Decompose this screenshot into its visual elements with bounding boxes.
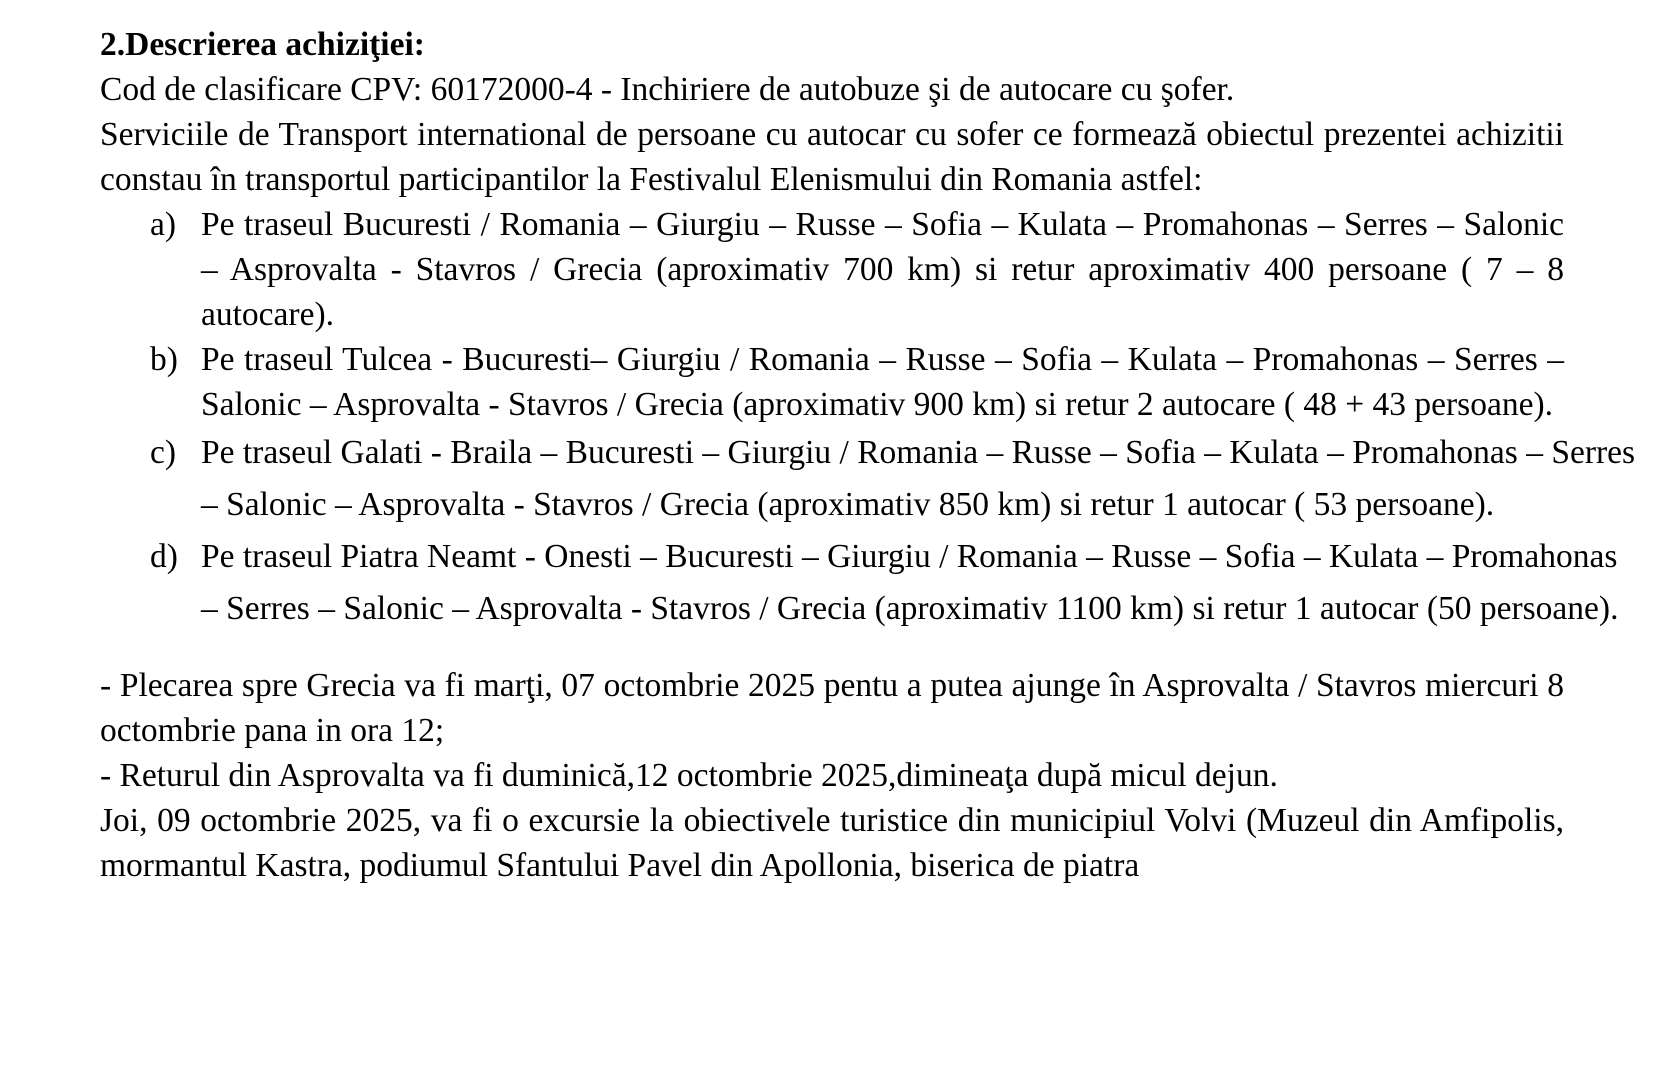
list-item bbox=[100, 337, 1564, 427]
departure-paragraph: - Plecarea spre Grecia va fi marţi, 07 octombrie 2025 pentu a putea ajunge în Asprovalta / Stavros miercuri 8 octombrie pana in ora 12; bbox=[100, 667, 1564, 749]
paragraph-spacer bbox=[100, 635, 1564, 663]
route-text: Pe traseul Galati - Braila – Bucuresti – Giurgiu / Romania – Russe – Sofia – Kulata – Promahonas – Serres – Salonic – Asprovalta - Stavros / Grecia (aproximativ 850 km) si retur 1 autocar ( 53 persoane). bbox=[201, 434, 1636, 523]
return-paragraph: - Returul din Asprovalta va fi duminică,12 octombrie 2025,dimineaţa după micul dejun. bbox=[100, 757, 1278, 794]
list-item bbox=[100, 202, 1564, 337]
excursion-paragraph: Joi, 09 octombrie 2025, va fi o excursie la obiectivele turistice din municipiul Volvi (Muzeul din Amfipolis, mormantul Kastra, podiumul Sfantului Pavel din Apollonia, biserica de piatra bbox=[100, 802, 1564, 884]
routes-list bbox=[100, 202, 1636, 635]
list-marker: d) bbox=[150, 538, 178, 575]
intro-paragraph: Serviciile de Transport international de persoane cu autocar cu sofer ce formează obiectul prezentei achizitii constau în transportul participantilor la Festivalul Elenismului din Romania astfel: bbox=[100, 116, 1564, 198]
list-marker: a) bbox=[150, 206, 177, 243]
route-text: Pe traseul Piatra Neamt - Onesti – Bucuresti – Giurgiu / Romania – Russe – Sofia – Kulata – Promahonas – Serres – Salonic – Asprovalta - Stavros / Grecia (aproximativ 1100 km) si retur 1 autocar (50 persoane). bbox=[201, 538, 1619, 627]
route-text: Pe traseul Bucuresti / Romania – Giurgiu – Russe – Sofia – Kulata – Promahonas – Serres – Salonic – Asprovalta - Stavros / Grecia (aproximativ 700 km) si retur aproximativ 400 persoane ( 7 – 8 autocare). bbox=[201, 206, 1564, 333]
list-item bbox=[100, 531, 1639, 635]
document-page bbox=[100, 22, 1636, 888]
cpv-classification: Cod de clasificare CPV: 60172000-4 - Inchiriere de autobuze şi de autocare cu şofer. bbox=[100, 71, 1235, 108]
list-item bbox=[100, 427, 1639, 531]
section-heading: 2.Descrierea achiziţiei: bbox=[100, 26, 425, 63]
route-text: Pe traseul Tulcea - Bucuresti– Giurgiu / Romania – Russe – Sofia – Kulata – Promahonas – Serres – Salonic – Asprovalta - Stavros / Grecia (aproximativ 900 km) si retur 2 autocare ( 48 + 43 persoane). bbox=[201, 341, 1564, 423]
list-marker: b) bbox=[150, 341, 178, 378]
list-marker: c) bbox=[150, 434, 177, 471]
